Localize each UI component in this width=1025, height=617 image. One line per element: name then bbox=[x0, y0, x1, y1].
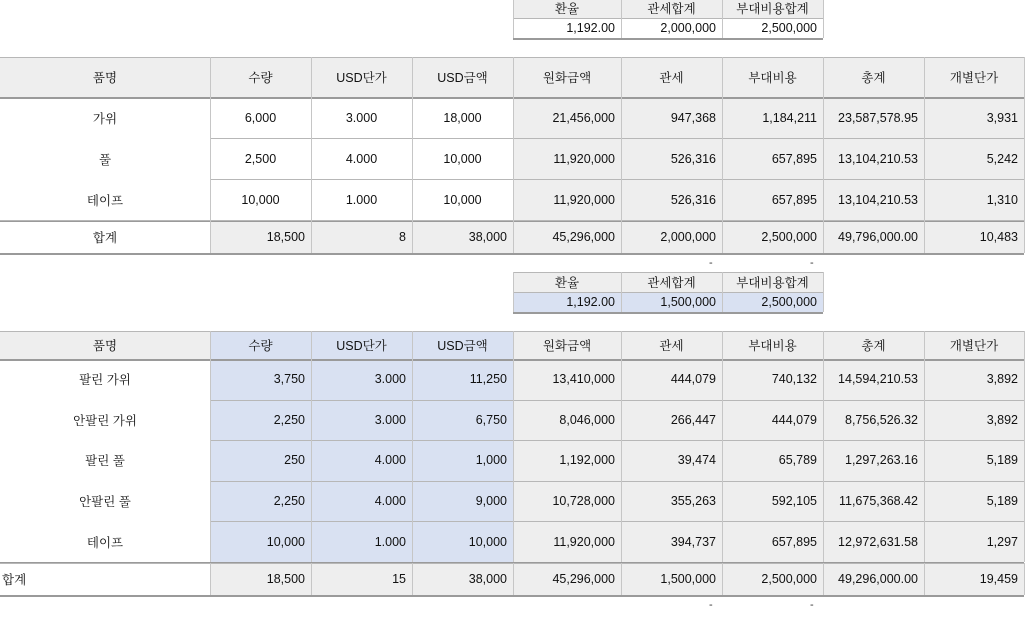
dash-marker: - bbox=[709, 257, 713, 269]
item-name-cell: 테이프 bbox=[86, 535, 124, 550]
table-cell: 1.000 bbox=[345, 192, 378, 207]
table-cell: 1,184,211 bbox=[762, 110, 817, 125]
column-header: 관세 bbox=[659, 71, 684, 85]
total-cell: 18,500 bbox=[266, 572, 305, 586]
total-cell: 49,796,000.00 bbox=[838, 229, 918, 244]
table-cell: 8,046,000 bbox=[559, 412, 615, 427]
item-name-cell: 안팔린 풀 bbox=[79, 495, 131, 510]
table-cell: 11,920,000 bbox=[553, 151, 615, 166]
summary-value-cell: 2,500,000 bbox=[761, 21, 817, 35]
table-cell: 18,000 bbox=[443, 110, 482, 125]
table-cell: 13,104,210.53 bbox=[838, 151, 918, 166]
column-header: 수량 bbox=[248, 339, 273, 353]
column-header: USD단가 bbox=[336, 339, 387, 353]
summary-header-cell: 관세합계 bbox=[647, 276, 696, 290]
table-cell: 5,189 bbox=[986, 453, 1018, 468]
table-cell: 5,242 bbox=[986, 151, 1018, 166]
table-cell: 444,079 bbox=[670, 372, 716, 387]
summary-header-cell: 부대비용합계 bbox=[736, 276, 809, 290]
table-cell: 10,000 bbox=[443, 151, 482, 166]
table-cell: 4.000 bbox=[374, 494, 406, 509]
table-cell: 1,297 bbox=[986, 534, 1018, 549]
table-cell: 1,192,000 bbox=[559, 453, 615, 468]
table-cell: 13,104,210.53 bbox=[838, 192, 918, 207]
table-cell: 13,410,000 bbox=[552, 372, 615, 387]
table-cell: 21,456,000 bbox=[552, 110, 615, 125]
total-cell: 18,500 bbox=[266, 229, 305, 244]
total-cell: 15 bbox=[392, 572, 406, 586]
table-cell: 11,920,000 bbox=[553, 192, 615, 207]
table-cell: 2,250 bbox=[273, 412, 305, 427]
table-cell: 526,316 bbox=[670, 192, 716, 207]
column-header: USD금액 bbox=[437, 71, 488, 85]
table-cell: 4.000 bbox=[345, 151, 378, 166]
table-cell: 3,931 bbox=[986, 110, 1018, 125]
table-cell: 10,000 bbox=[443, 192, 482, 207]
table-cell: 947,368 bbox=[670, 110, 716, 125]
table-cell: 3.000 bbox=[374, 412, 406, 427]
table-cell: 10,000 bbox=[468, 534, 507, 549]
column-header: USD단가 bbox=[336, 71, 387, 85]
column-header: 수량 bbox=[248, 71, 273, 85]
table-cell: 11,920,000 bbox=[553, 534, 615, 549]
column-header: 부대비용 bbox=[748, 339, 797, 353]
total-cell: 10,483 bbox=[979, 229, 1018, 244]
column-header: 개별단가 bbox=[949, 71, 999, 85]
table-cell: 6,750 bbox=[475, 412, 507, 427]
table-cell: 657,895 bbox=[771, 151, 817, 166]
table-cell: 250 bbox=[284, 453, 305, 468]
table-cell: 3.000 bbox=[374, 372, 406, 387]
table-cell: 3,750 bbox=[273, 372, 305, 387]
total-cell: 49,296,000.00 bbox=[838, 572, 918, 586]
column-header: 원화금액 bbox=[542, 339, 592, 353]
item-name-cell: 테이프 bbox=[86, 193, 124, 208]
table-cell: 3,892 bbox=[986, 372, 1018, 387]
item-name-cell: 팔린 가위 bbox=[79, 373, 131, 388]
table-cell: 12,972,631.58 bbox=[838, 534, 918, 549]
dash-marker: - bbox=[709, 599, 713, 611]
dash-marker: - bbox=[810, 599, 814, 611]
column-header: 원화금액 bbox=[542, 71, 592, 85]
column-header: 품명 bbox=[92, 339, 118, 353]
summary-header-cell: 부대비용합계 bbox=[736, 1, 809, 16]
table-cell: 10,728,000 bbox=[552, 494, 615, 509]
table-cell: 8,756,526.32 bbox=[845, 412, 918, 427]
table-cell: 1,310 bbox=[986, 192, 1018, 207]
table-cell: 526,316 bbox=[670, 151, 716, 166]
column-header: 부대비용 bbox=[748, 71, 797, 85]
summary-value-cell: 2,000,000 bbox=[660, 21, 716, 35]
table-cell: 657,895 bbox=[771, 192, 817, 207]
table-cell: 266,447 bbox=[670, 412, 716, 427]
table-cell: 4.000 bbox=[374, 453, 406, 468]
table-cell: 1.000 bbox=[374, 534, 406, 549]
table-cell: 2,250 bbox=[273, 494, 305, 509]
item-name-cell: 풀 bbox=[98, 152, 112, 167]
total-cell: 19,459 bbox=[979, 572, 1018, 586]
total-cell: 38,000 bbox=[468, 572, 507, 586]
column-header: 개별단가 bbox=[949, 339, 999, 353]
item-name-cell: 가위 bbox=[92, 111, 118, 126]
summary-header-cell: 관세합계 bbox=[647, 1, 696, 16]
table-cell: 10,000 bbox=[266, 534, 305, 549]
total-cell: 45,296,000 bbox=[552, 572, 615, 586]
table-cell: 10,000 bbox=[241, 192, 280, 207]
item-name-cell: 안팔린 가위 bbox=[73, 413, 137, 428]
table-cell: 355,263 bbox=[670, 494, 716, 509]
total-cell: 45,296,000 bbox=[552, 229, 615, 244]
table-cell: 657,895 bbox=[771, 534, 817, 549]
table-cell: 740,132 bbox=[771, 372, 817, 387]
table-cell: 1,000 bbox=[475, 453, 507, 468]
table-cell: 9,000 bbox=[475, 494, 507, 509]
column-header: 관세 bbox=[659, 339, 684, 353]
column-header: 총계 bbox=[861, 339, 886, 353]
table-cell: 394,737 bbox=[670, 534, 716, 549]
column-header: 총계 bbox=[861, 71, 886, 85]
item-name-cell: 팔린 풀 bbox=[85, 454, 125, 469]
summary-header-cell: 환율 bbox=[554, 1, 580, 16]
total-cell: 2,500,000 bbox=[761, 229, 817, 244]
table-cell: 11,675,368.42 bbox=[838, 494, 918, 509]
summary-value-cell: 2,500,000 bbox=[761, 295, 817, 309]
table-cell: 65,789 bbox=[778, 453, 817, 468]
table-cell: 3,892 bbox=[986, 412, 1018, 427]
table-cell: 39,474 bbox=[677, 453, 716, 468]
summary-header-cell: 환율 bbox=[554, 276, 580, 290]
table-cell: 11,250 bbox=[469, 372, 507, 387]
dash-marker: - bbox=[810, 257, 814, 269]
summary-value-cell: 1,192.00 bbox=[566, 21, 615, 35]
table-cell: 6,000 bbox=[244, 110, 277, 125]
total-cell: 38,000 bbox=[468, 229, 507, 244]
total-cell: 8 bbox=[399, 229, 406, 244]
total-cell: 2,000,000 bbox=[660, 229, 716, 244]
column-header: USD금액 bbox=[437, 339, 488, 353]
column-header: 품명 bbox=[92, 71, 118, 85]
summary-value-cell: 1,500,000 bbox=[660, 295, 716, 309]
table-cell: 2,500 bbox=[244, 151, 277, 166]
total-cell: 2,500,000 bbox=[761, 572, 817, 586]
table-cell: 592,105 bbox=[771, 494, 817, 509]
total-label: 합계 bbox=[92, 230, 118, 245]
summary-value-cell: 1,192.00 bbox=[566, 295, 615, 309]
table-cell: 1,297,263.16 bbox=[845, 453, 918, 468]
total-cell: 1,500,000 bbox=[660, 572, 716, 586]
table-cell: 444,079 bbox=[771, 412, 817, 427]
table-cell: 23,587,578.95 bbox=[838, 110, 918, 125]
table-cell: 14,594,210.53 bbox=[838, 372, 918, 387]
total-label: 합계 bbox=[2, 573, 27, 587]
table-cell: 3.000 bbox=[345, 110, 378, 125]
table-cell: 5,189 bbox=[986, 494, 1018, 509]
